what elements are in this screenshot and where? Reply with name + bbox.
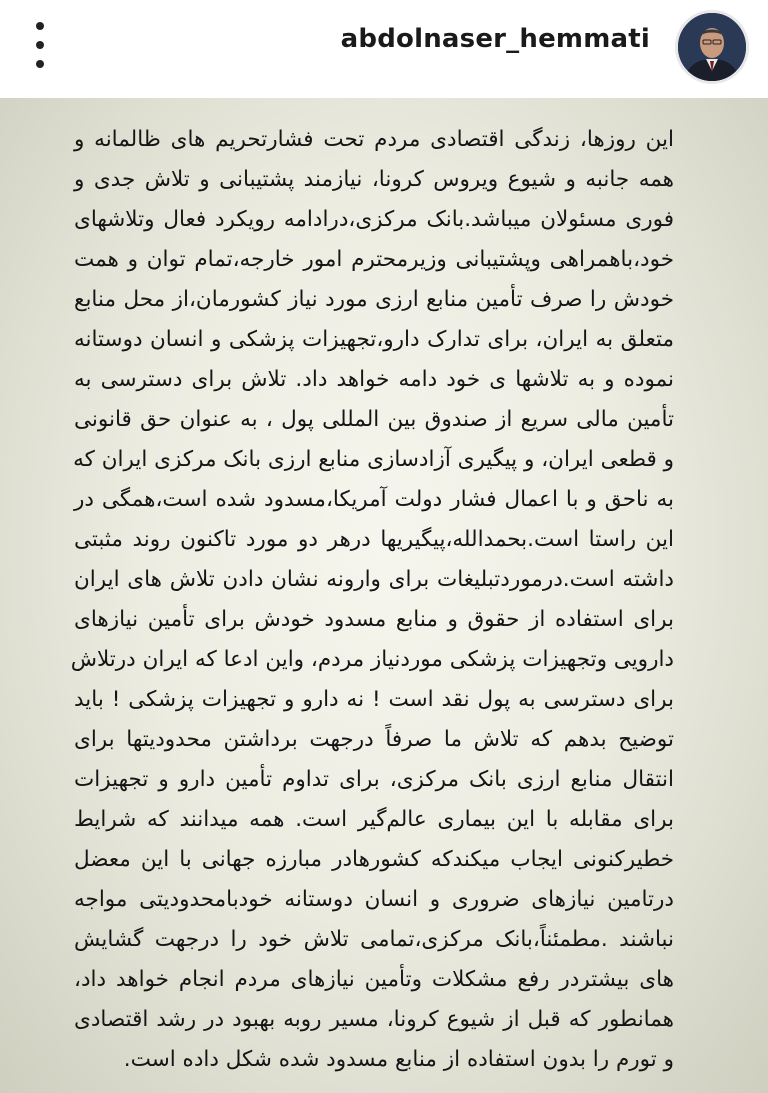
avatar[interactable]: [675, 10, 749, 84]
post-text-line: و قطعی ایران، و پیگیری آزادسازی منابع ارزی بانک مرکزی ایران که: [73, 447, 674, 472]
post-header: [0, 0, 768, 98]
post-text-line: برای استفاده از حقوق و منابع مسدود خودش برای تأمین نیازهای: [74, 607, 674, 632]
more-options-icon[interactable]: [22, 22, 58, 68]
post-text-line: نموده و به تلاشها ی خود دامه خواهد داد. تلاش برای دسترسی به: [74, 367, 674, 392]
post-text-line: خود،باهمراهی وپشتیبانی وزیرمحترم امور خارجه،تمام توان و همت: [74, 247, 674, 272]
post-text-line: نباشند .مطمئناً،بانک مرکزی،تمامی تلاش خود را درجهت گشایش: [74, 927, 674, 952]
post-text-line: های بیشتردر رفع مشکلات وتأمین نیازهای مردم انجام خواهد داد،: [74, 967, 674, 992]
post-text: [70, 120, 674, 1080]
post-text-line: خطیرکنونی ایجاب میکندکه کشورهادر مبارزه جهانی با این معضل: [74, 847, 674, 872]
post-text-line: خودش را صرف تأمین منابع ارزی مورد نیاز کشورمان،از محل منابع: [74, 287, 674, 312]
post-text-line: توضیح بدهم که تلاش ما صرفاً درجهت برداشتن محدودیتها برای: [74, 727, 674, 752]
post-image: [0, 98, 768, 1093]
post-text-line: همانطور که قبل از شیوع کرونا، مسیر روبه بهبود در رشد اقتصادی: [74, 1007, 674, 1032]
dot: [36, 41, 44, 49]
dot: [36, 60, 44, 68]
post-text-line: و تورم را بدون استفاده از منابع مسدود شده شکل داده است.: [123, 1047, 674, 1072]
post-text-line: برای مقابله با این بیماری عالم‌گیر است. همه میدانند که شرایط: [74, 807, 674, 832]
dot: [36, 22, 44, 30]
profile-photo-icon: [678, 13, 746, 81]
post-text-line: دارویی وتجهیزات پزشکی موردنیاز مردم، واین ادعا که ایران درتلاش: [70, 647, 674, 672]
post-text-line: این راستا است.بحمدالله،پیگیریها درهر دو مورد تاکنون روند مثبتی: [74, 527, 674, 552]
post-text-line: داشته است.درموردتبلیغات برای وارونه نشان دادن تلاش های ایران: [74, 567, 674, 592]
post-text-line: تأمین مالی سریع از صندوق بین المللی پول ، به عنوان حق قانونی: [74, 407, 674, 432]
post-text-line: فوری مسئولان میباشد.بانک مرکزی،درادامه رویکرد فعال وتلاشهای: [74, 207, 674, 232]
post-text-line: این روزها، زندگی اقتصادی مردم تحت فشارتحریم های ظالمانه و: [74, 127, 674, 152]
post-text-line: متعلق به ایران، برای تدارک دارو،تجهیزات پزشکی و انسان دوستانه: [74, 327, 674, 352]
username[interactable]: abdolnaser_hemmati: [340, 24, 650, 54]
post-text-line: انتقال منابع ارزی بانک مرکزی، برای تداوم تأمین دارو و تجهیزات: [74, 767, 674, 792]
post-text-line: درتامین نیازهای ضروری و انسان دوستانه خودبامحدودیتی مواجه: [74, 887, 674, 912]
post-text-line: همه جانبه و شیوع ویروس کرونا، نیازمند پشتیبانی و تلاش جدی و: [74, 167, 674, 192]
post-text-line: به ناحق و با اعمال فشار دولت آمریکا،مسدود شده است،همگی در: [74, 487, 674, 512]
post-text-line: برای دسترسی به پول نقد است ! نه دارو و تجهیزات پزشکی ! باید: [74, 687, 674, 712]
